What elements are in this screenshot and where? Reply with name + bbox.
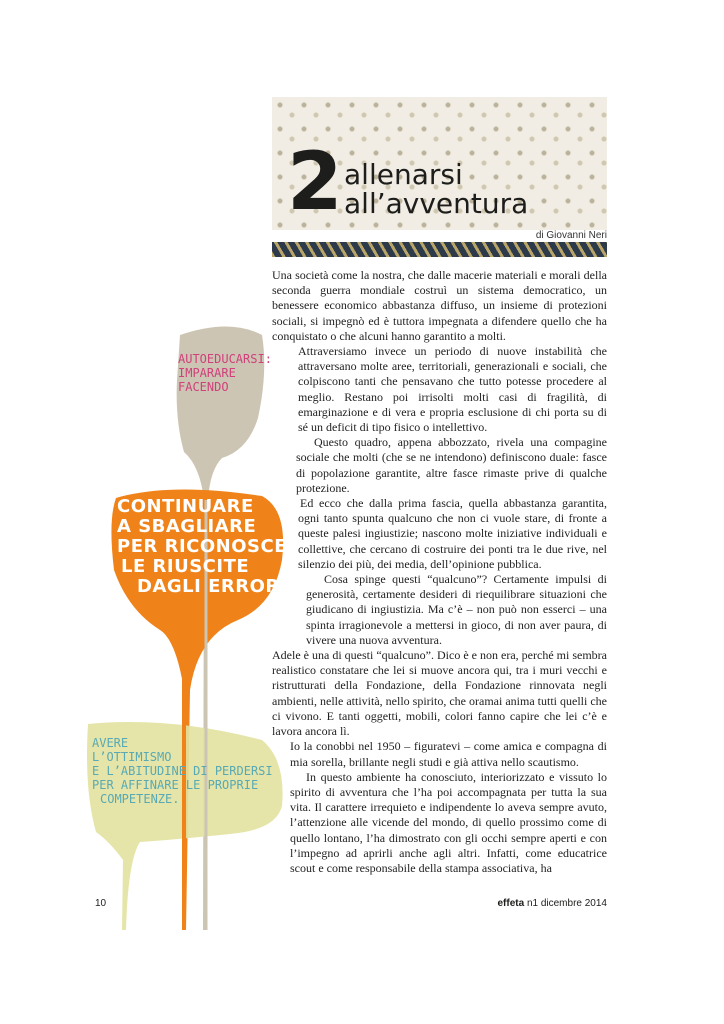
paragraph: Questo quadro, appena abbozzato, rivela una compagine sociale che molti (che se ne intendono) definiscono duale: fasce di popolazione garantite, altre fasce rimaste prive di qualche protezione. [296, 435, 607, 495]
pullquote-1 [178, 352, 272, 394]
pullquote-line: L’OTTIMISMO [92, 750, 172, 764]
pullquote-line: CONTINUARE [117, 496, 254, 517]
paragraph: Attraversiamo invece un periodo di nuove instabilità che attraversano molte aree, territoriali, generazionali e sociali, che colpiscono tanti che pensavano che tutto potesse procedere al meglio. Restano poi irrisolti molti casi di fragilità, di emarginazione e di vera e propria esclusione di chi porta su di sé un deficit di tipo fisico o intellettivo. [298, 344, 607, 435]
paragraph: Cosa spinge questi “qualcuno”? Certamente impulsi di generosità, certamente desideri di riequilibrare situazioni che giudicano di ingiustizia. Ma c’è – non può non esserci – una spinta irragionevole a mettersi in gioco, di non aver paura, di vivere una nuova avventura. [306, 572, 607, 647]
pullquote-line: COMPETENZE. [100, 792, 180, 806]
paragraph: Una società come la nostra, che dalle macerie materiali e morali della seconda guerra mondiale costruì un sistema democratico, un benessere economico abbastanza diffuso, un insieme di protezioni sociali, si impegnò ed è tuttora impegnata a difendere quello che ha conquistato o che alcuni hanno garantito a molti. [272, 268, 607, 343]
issue-info: n1 dicembre 2014 [526, 898, 607, 909]
pullquote-line: PER RICONOSCERE [117, 536, 315, 557]
paragraph: Io la conobbi nel 1950 – figuratevi – come amica e compagna di mia sorella, brillante negli studi e già attiva nello scautismo. [290, 739, 607, 769]
pullquote-line: A SBAGLIARE [117, 516, 257, 537]
pullquote-3 [92, 736, 273, 806]
paragraph: Adele è una di questi “qualcuno”. Dico è e non era, perché mi sembra realistico constatare che lei si muove ancora qui, tra i muri vecchi e ristrutturati della Fondazione, della Fondazione rinnovata negli ambienti, nelle attività, nello spirito, che oramai anima tutti quelli che ci vivono. E tanti oggetti, mobili, colori fanno capire che lei c’è e lavora ancora lì. [272, 648, 607, 739]
pullquote-line: AUTOEDUCARSI: [178, 352, 272, 366]
pullquote-line: E L’ABITUDINE DI PERDERSI [92, 764, 273, 778]
title-line-2: all’avventura [344, 187, 529, 220]
pullquote-line: LE RIUSCITE [121, 556, 250, 577]
pullquote-line: IMPARARE [178, 366, 236, 380]
magazine-name: effeta [497, 898, 525, 909]
paragraph: Ed ecco che dalla prima fascia, quella abbastanza garantita, ogni tanto spunta qualcuno che non ci vuole stare, di fronte a queste palesi ingiustizie; nascono molte iniziative individuali e collettive, che cercano di costruire dei ponti tra le due rive, nel silenzio dei più, dei media, dell’opinione pubblica. [298, 496, 607, 571]
byline: di Giovanni Neri [535, 230, 607, 241]
footer-issue [497, 898, 607, 909]
title-line-1: allenarsi [344, 158, 463, 191]
paragraph: In questo ambiente ha conosciuto, interiorizzato e vissuto lo spirito di avventura che l’ha poi accompagnata per tutta la sua vita. Il carattere irrequieto e indipendente lo aveva sempre avuto, l’attenzione alle vicende del mondo, di quello prossimo come di quello lontano, l’ha dimostrato con gli occhi sempre aperti e con l’impegno ad aprirli anche agli altri. Infatti, come educatrice scout e come responsabile della stampa associativa, ha [290, 769, 607, 875]
page-number: 10 [95, 898, 107, 909]
article-body [272, 268, 607, 876]
decorative-bar [272, 242, 607, 257]
pullquote-line: DAGLI ERRORI [137, 576, 287, 597]
pullquote-line: AVERE [92, 736, 129, 750]
chapter-number: 2 [287, 135, 341, 228]
pullquote-line: FACENDO [178, 380, 229, 394]
pullquote-line: PER AFFINARE LE PROPRIE [92, 778, 259, 792]
